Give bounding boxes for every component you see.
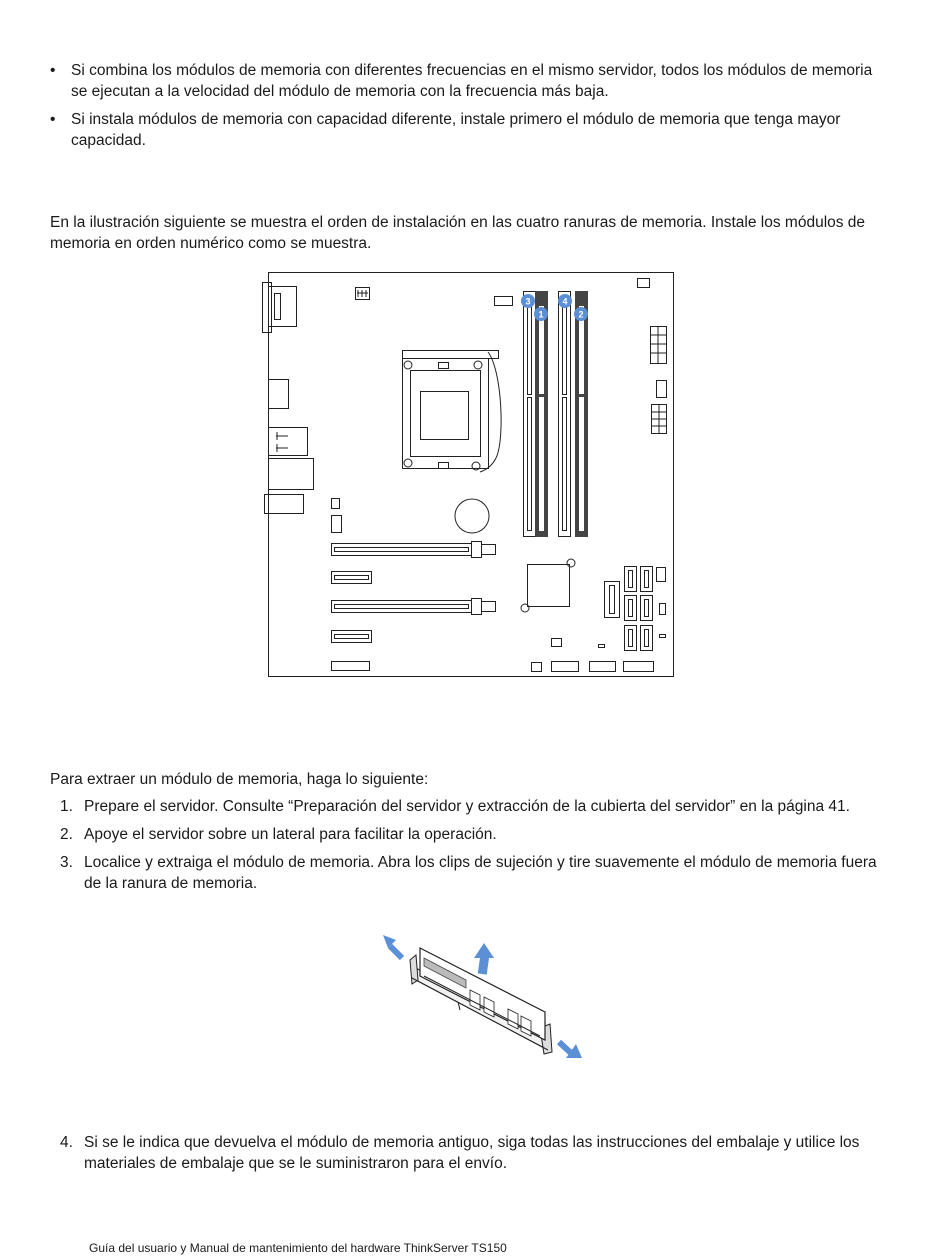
arrow-right-clip-icon <box>559 1042 582 1058</box>
lan-port <box>269 459 314 490</box>
page-footer: Guía del usuario y Manual de mantenimiento del hardware ThinkServer TS150 <box>89 1241 507 1255</box>
step-number: 4. <box>60 1134 73 1151</box>
dimm-slots <box>524 291 589 537</box>
bullet-marker: • <box>50 111 56 128</box>
step-text: Si se le indica que devuelva el módulo de memoria antiguo, siga todas las instrucciones del embalaje y utilice los materiales de embalaje que se le suministraron para el envío. <box>84 1134 860 1172</box>
pcie-slots <box>332 542 496 671</box>
step-item <box>50 852 890 894</box>
slot-badge-4 <box>558 294 572 308</box>
final-step-list <box>50 1132 890 1181</box>
motherboard-diagram <box>258 268 678 680</box>
serial-port-left <box>263 283 272 333</box>
slot-badge-2 <box>574 307 588 321</box>
bullet-marker: • <box>50 62 56 79</box>
slot-badge-1 <box>534 307 548 321</box>
usb-port <box>269 428 308 456</box>
audio-port <box>265 495 304 514</box>
removal-intro: Para extraer un módulo de memoria, haga lo siguiente: <box>50 771 429 788</box>
step-number: 2. <box>60 826 73 843</box>
bullet-text: Si combina los módulos de memoria con diferentes frecuencias en el mismo servidor, todos los módulos de memoria se ejecutan a la velocidad del módulo de memoria con la frecuencia más baja. <box>71 62 873 100</box>
bullet-list <box>50 60 890 158</box>
bullet-item <box>50 60 890 102</box>
vga-port <box>269 287 297 327</box>
step-item <box>50 1132 890 1174</box>
slot-badge-4-label: 4 <box>562 296 568 307</box>
step-text: Prepare el servidor. Consulte “Preparación del servidor y extracción de la cubierta del servidor” en la página 41. <box>84 798 850 815</box>
slot-badge-1-label: 1 <box>538 309 544 320</box>
slot-badge-3-label: 3 <box>525 296 531 307</box>
cmos-battery <box>455 499 489 533</box>
chipset <box>528 565 570 607</box>
left-retaining-clip <box>410 955 418 984</box>
display-port <box>269 380 289 409</box>
intro-paragraph: En la ilustración siguiente se muestra el orden de instalación en las cuatro ranuras de memoria. Instale los módulos de memoria en orden numérico como se muestra. <box>50 214 866 252</box>
bullet-item <box>50 109 890 151</box>
memory-removal-illustration <box>375 930 587 1070</box>
sata-connectors <box>605 567 653 651</box>
arrow-up-icon <box>474 943 494 975</box>
step-number: 3. <box>60 854 73 871</box>
slot-badge-2-label: 2 <box>578 309 584 320</box>
dimm-slot-4 <box>559 292 571 537</box>
dimm-slot-3 <box>524 292 536 537</box>
step-text: Apoye el servidor sobre un lateral para facilitar la operación. <box>84 826 497 843</box>
slot-badge-3 <box>521 294 535 308</box>
removal-steps <box>50 796 890 901</box>
arrow-left-clip-icon <box>383 935 404 960</box>
cpu-chip <box>421 392 469 440</box>
cpu-socket <box>403 351 502 473</box>
step-item <box>50 824 890 845</box>
bullet-text: Si instala módulos de memoria con capacidad diferente, instale primero el módulo de memoria que tenga mayor capacidad. <box>71 111 841 149</box>
step-number: 1. <box>60 798 73 815</box>
step-item <box>50 796 890 817</box>
step-text: Localice y extraiga el módulo de memoria. Abra los clips de sujeción y tire suavemente el módulo de memoria fuera de la ranura de memoria. <box>84 854 877 892</box>
